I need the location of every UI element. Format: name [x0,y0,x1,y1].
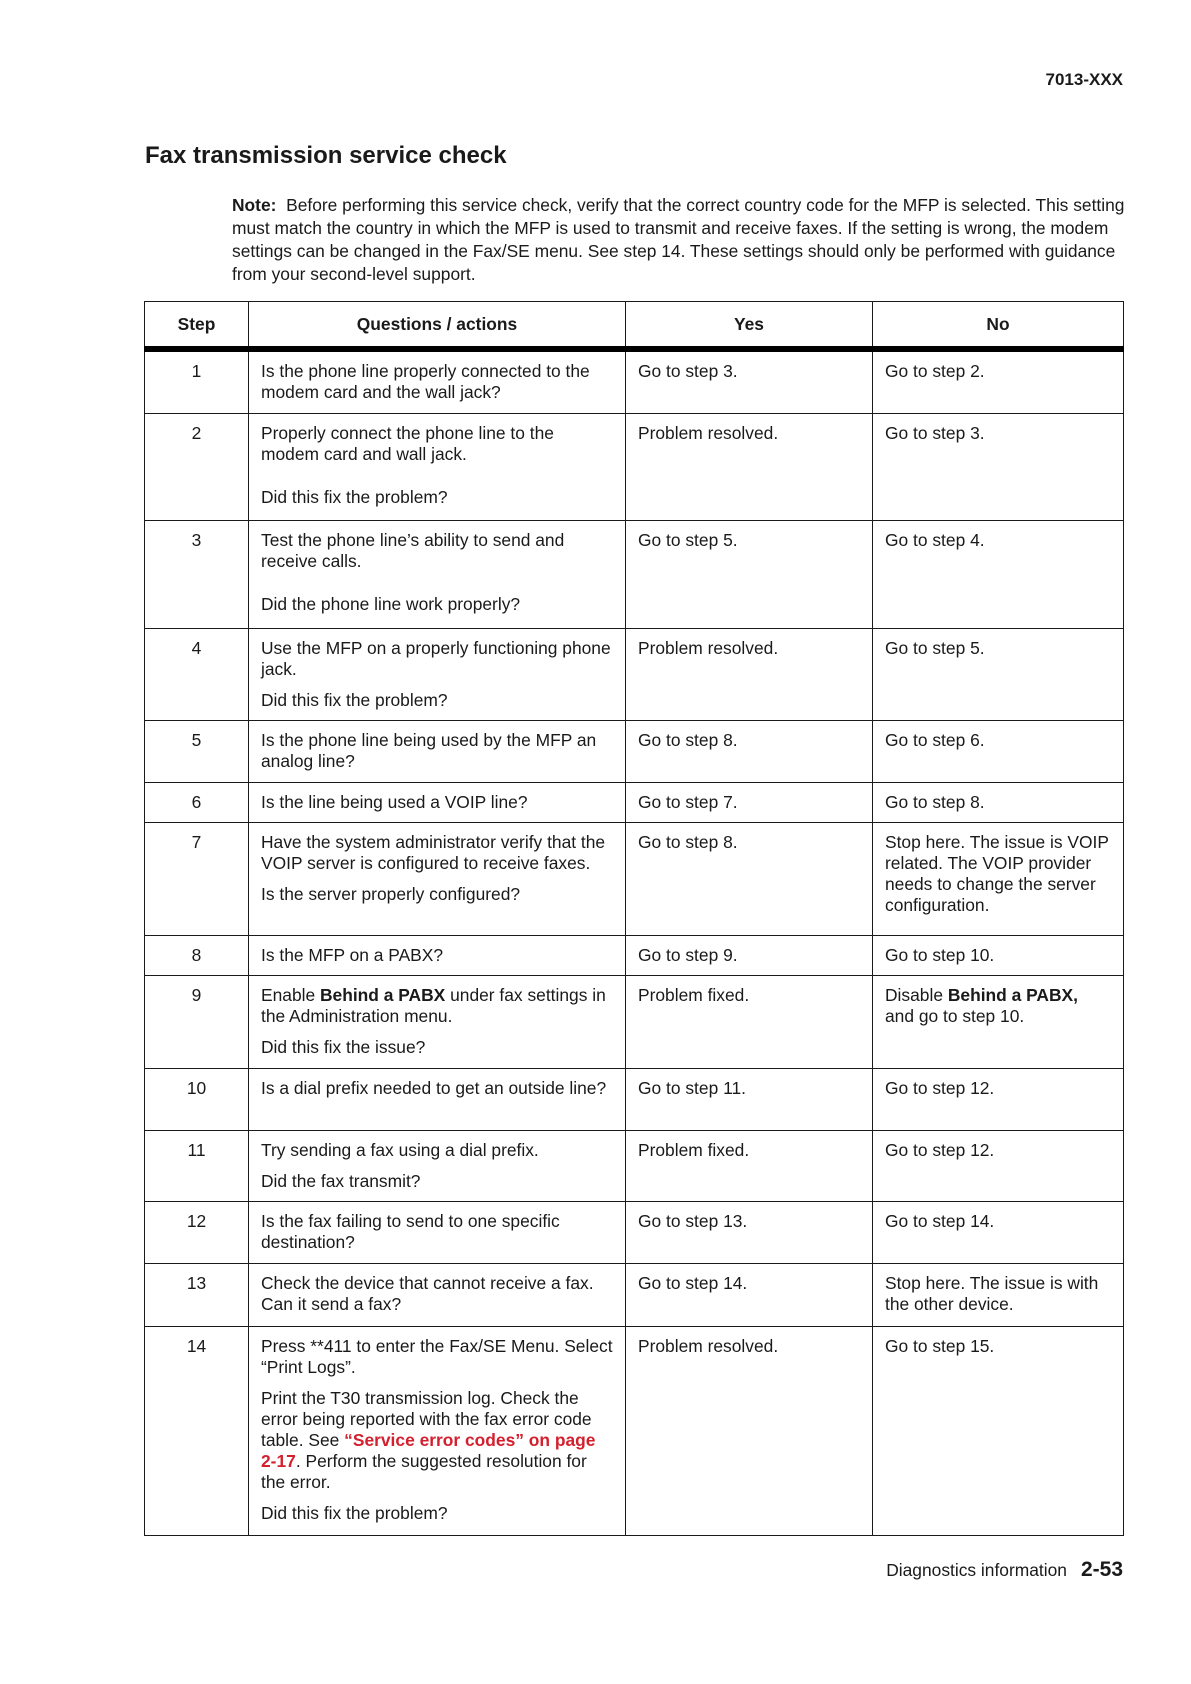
no-cell: Stop here. The issue is VOIP related. The VOIP provider needs to change the server configuration. [873,822,1124,935]
question-cell: Try sending a fax using a dial prefix. Did the fax transmit? [249,1130,626,1201]
table-row [145,1130,1124,1201]
table-row [145,1263,1124,1326]
no-cell: Go to step 4. [873,520,1124,628]
step-number: 3 [145,520,249,628]
yes-cell: Go to step 13. [626,1201,873,1263]
no-cell: Go to step 6. [873,720,1124,782]
yes-cell: Problem resolved. [626,413,873,520]
question-cell: Press **411 to enter the Fax/SE Menu. Select “Print Logs”. Print the T30 transmission log. Check the error being reported with the fax error code table. See “Service error codes” on page 2-17. Perform the suggested resolution for the error. Did this fix the problem? [249,1326,626,1535]
table-row [145,782,1124,822]
question-cell: Use the MFP on a properly functioning phone jack. Did this fix the problem? [249,628,626,720]
table-row [145,349,1124,413]
no-cell: Go to step 2. [873,349,1124,413]
header-step: Step [145,302,249,350]
document-code: 7013-XXX [1045,70,1123,89]
page-number: 2-53 [1080,1558,1123,1581]
table-header-row [145,302,1124,350]
step-number: 14 [145,1326,249,1535]
yes-cell: Go to step 8. [626,720,873,782]
step-number: 6 [145,782,249,822]
table-row [145,628,1124,720]
no-cell: Go to step 12. [873,1130,1124,1201]
step-number: 2 [145,413,249,520]
no-cell: Go to step 12. [873,1068,1124,1130]
yes-cell: Problem fixed. [626,1130,873,1201]
question-cell: Is the MFP on a PABX? [249,935,626,975]
page-footer [760,1558,1123,1582]
yes-cell: Go to step 9. [626,935,873,975]
step-number: 5 [145,720,249,782]
step-number: 4 [145,628,249,720]
yes-cell: Problem resolved. [626,1326,873,1535]
no-cell: Go to step 3. [873,413,1124,520]
note-text: Before performing this service check, verify that the correct country code for the MFP is selected. This setting must match the country in which the MFP is used to transmit and receive faxes. If the setting is wrong, the modem settings can be changed in the Fax/SE menu. See step 14. These settings should only be performed with guidance from your second-level support. [232,195,1125,284]
question-cell: Is the phone line being used by the MFP an analog line? [249,720,626,782]
table-row [145,720,1124,782]
table-row [145,1201,1124,1263]
no-cell: Go to step 5. [873,628,1124,720]
header-yes: Yes [626,302,873,350]
step-number: 8 [145,935,249,975]
yes-cell: Go to step 7. [626,782,873,822]
step-number: 11 [145,1130,249,1201]
question-cell: Test the phone line’s ability to send and receive calls. Did the phone line work properly? [249,520,626,628]
question-cell: Have the system administrator verify that the VOIP server is configured to receive faxes. Is the server properly configured? [249,822,626,935]
step-number: 7 [145,822,249,935]
setting-name: Behind a PABX, [947,984,1078,1005]
step-number: 13 [145,1263,249,1326]
service-check-table [144,301,1124,1536]
yes-cell: Problem resolved. [626,628,873,720]
no-cell: Stop here. The issue is with the other device. [873,1263,1124,1326]
page-title: Fax transmission service check [145,142,507,169]
yes-cell: Go to step 11. [626,1068,873,1130]
yes-cell: Go to step 5. [626,520,873,628]
step-number: 10 [145,1068,249,1130]
table-row [145,822,1124,935]
table-row [145,1326,1124,1535]
question-cell: Is the line being used a VOIP line? [249,782,626,822]
yes-cell: Go to step 3. [626,349,873,413]
yes-cell: Go to step 14. [626,1263,873,1326]
service-error-codes-link[interactable]: “Service error codes” on page 2-17 [261,1429,596,1471]
question-cell: Enable Behind a PABX under fax settings in the Administration menu. Did this fix the issue? [249,975,626,1068]
table-row [145,413,1124,520]
note-label: Note: [232,195,277,215]
yes-cell: Go to step 8. [626,822,873,935]
footer-section: Diagnostics information [886,1560,1067,1580]
question-cell: Properly connect the phone line to the modem card and wall jack. Did this fix the problem? [249,413,626,520]
header-no: No [873,302,1124,350]
table-row [145,1068,1124,1130]
table-row [145,520,1124,628]
step-number: 12 [145,1201,249,1263]
no-cell: Disable Behind a PABX, and go to step 10. [873,975,1124,1068]
step-number: 9 [145,975,249,1068]
question-cell: Is the fax failing to send to one specific destination? [249,1201,626,1263]
no-cell: Go to step 8. [873,782,1124,822]
header-questions: Questions / actions [249,302,626,350]
setting-name: Behind a PABX [319,984,446,1005]
yes-cell: Problem fixed. [626,975,873,1068]
no-cell: Go to step 14. [873,1201,1124,1263]
question-cell: Is a dial prefix needed to get an outside line? [249,1068,626,1130]
question-cell: Is the phone line properly connected to the modem card and the wall jack? [249,349,626,413]
note-paragraph [232,194,1125,286]
table-row [145,935,1124,975]
table-row [145,975,1124,1068]
step-number: 1 [145,349,249,413]
no-cell: Go to step 10. [873,935,1124,975]
question-cell: Check the device that cannot receive a fax. Can it send a fax? [249,1263,626,1326]
no-cell: Go to step 15. [873,1326,1124,1535]
